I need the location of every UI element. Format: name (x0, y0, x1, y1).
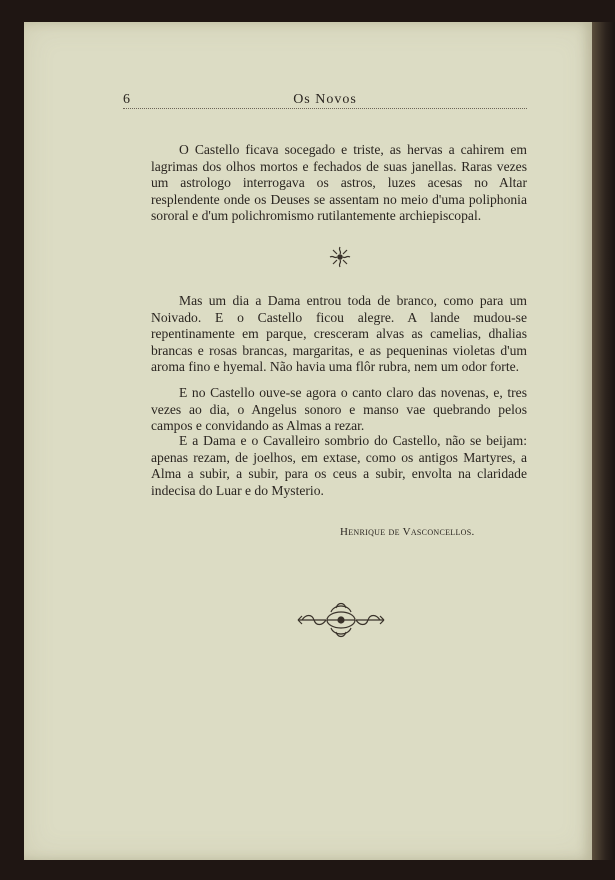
paragraph-3: E no Castello ouve-se agora o canto claro das novenas, e, tres vezes ao dia, o Angelus sonoro e manso vae quebrando pelos campos e convidando as Almas a rezar. (151, 385, 527, 433)
paragraph-4: E a Dama e o Cavalleiro sombrio do Castello, não se beijam: apenas rezam, de joelhos, em extase, como os antigos Martyres, a Alma a subir, a subir, para os ceus a subir, envolta na claridade indecisa do Luar e do Mysterio. (151, 433, 527, 498)
author-signature: Henrique de Vasconcellos. (340, 526, 475, 538)
paragraph-2: Mas um dia a Dama entrou toda de branco, como para um Noivado. E o Castello ficou alegre. A lande mudou-se repentinamente em parque, cresceram alvas as camelias, dhalias brancas e rosas brancas, margaritas, e as pequeninas violetas d'um aroma fino e hyemal. Não havia uma flôr rubra, nem um odor forte. (151, 293, 527, 374)
running-title: Os Novos (293, 92, 357, 107)
book-spine-edge (592, 22, 615, 860)
small-flower-ornament (329, 246, 351, 268)
page-header (123, 76, 527, 109)
paragraph-1: O Castello ficava socegado e triste, as hervas a cahirem em lagrimas dos olhos mortos e fechados de suas janellas. Raras vezes um astrologo interrogava os astros, luzes acesas no Altar resplendente onde os Deuses se assentam no meio d'uma poliphonia sororal e d'um polichromismo rutilantemente archiepiscopal. (151, 142, 527, 223)
scroll-ornament (296, 600, 386, 640)
page-number: 6 (123, 92, 130, 107)
